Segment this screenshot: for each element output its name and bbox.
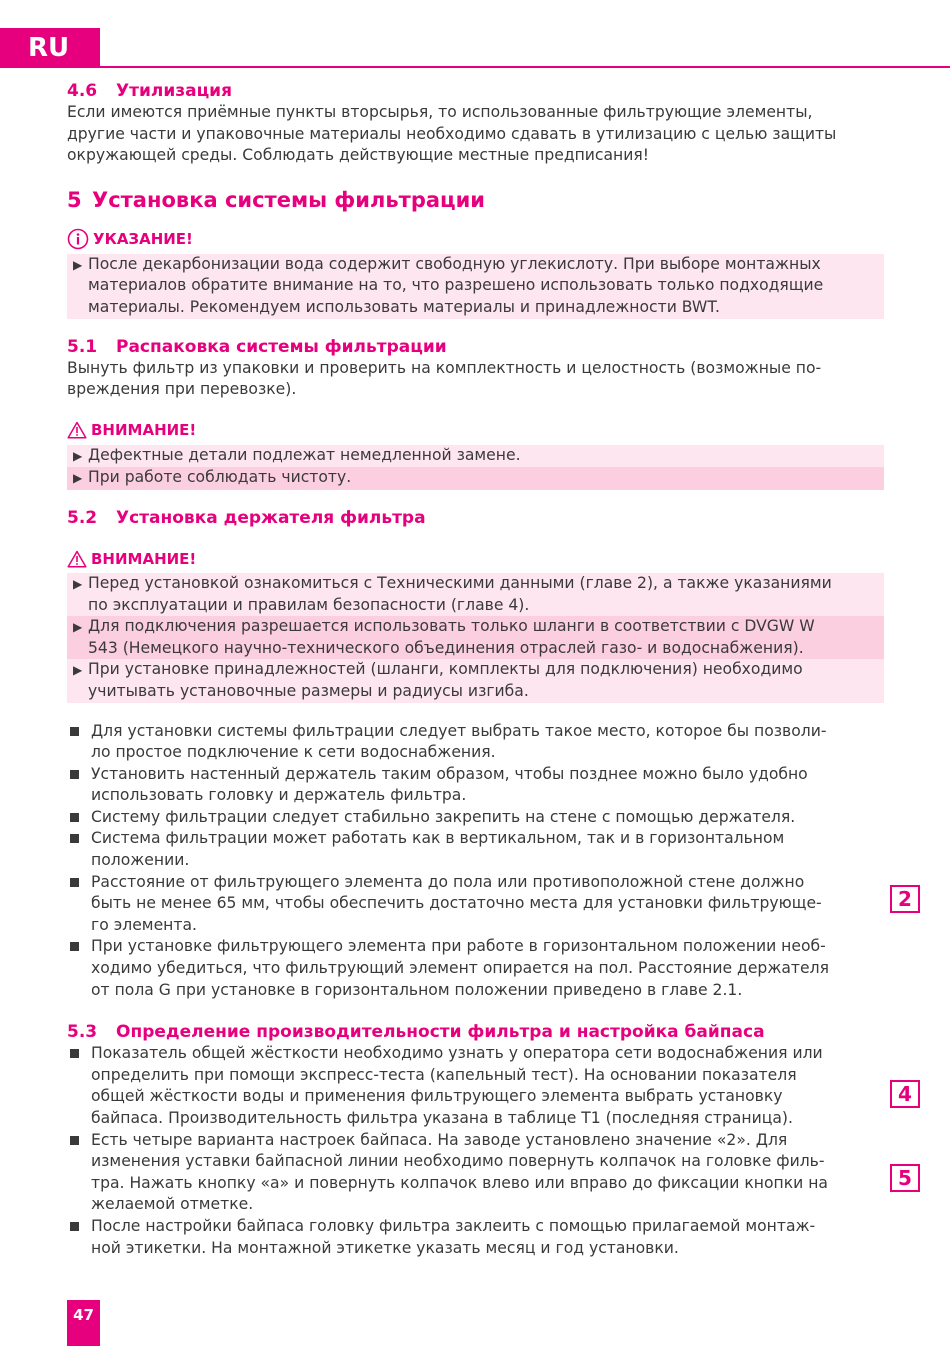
text-line: по эксплуатации и правилам безопасности (главе 4). — [88, 595, 530, 614]
warning-item — [67, 445, 884, 468]
square-bullet-icon — [67, 936, 91, 1001]
section-5-3-bullets — [67, 1043, 884, 1259]
list-text — [91, 764, 808, 807]
text-line: 543 (Немецкого научно-технического объединения отраслей газо- и водоснабжения). — [88, 638, 804, 657]
section-number: 5.3 — [67, 1022, 98, 1043]
warning-icon — [67, 550, 87, 568]
section-5-1-heading — [67, 336, 884, 358]
list-text — [91, 936, 829, 1001]
warning-item — [67, 659, 884, 702]
triangle-bullet-icon — [67, 659, 88, 702]
section-4-6-heading — [67, 80, 884, 102]
language-tab — [0, 28, 100, 68]
text-line: использовать головку и держатель фильтра. — [91, 786, 467, 805]
list-text — [91, 1216, 815, 1259]
text-line: вреждения при перевозке). — [67, 380, 297, 399]
chapter-5-heading — [67, 186, 884, 214]
square-bullet-icon — [67, 764, 91, 807]
list-item — [67, 828, 884, 871]
list-text — [91, 872, 822, 937]
page-number-box — [67, 1300, 100, 1346]
square-bullet-icon — [67, 1043, 91, 1129]
chapter-number: 5 — [67, 187, 82, 212]
text-line: При установке принадлежностей (шланги, комплекты для подключения) необходимо — [88, 660, 803, 679]
list-item — [67, 1216, 884, 1259]
section-number: 4.6 — [67, 81, 98, 101]
square-bullet-icon — [67, 1130, 91, 1216]
text-line: ло простое подключение к сети водоснабжения. — [91, 743, 496, 762]
chapter-title: Установка системы фильтрации — [92, 187, 486, 212]
text-line: материалы. Рекомендуем использовать материалы и принадлежности BWT. — [88, 297, 720, 316]
text-line: Если имеются приёмные пункты вторсырья, то использованные фильтрующие элементы, — [67, 103, 813, 121]
page-content — [67, 80, 884, 1259]
figure-ref-marker: 4 — [890, 1080, 920, 1108]
text-line: от пола G при установке в горизонтальном положении приведено в главе 2.1. — [91, 980, 743, 999]
text-line: Для подключения разрешается использовать только шланги в соответствии с DVGW W — [88, 617, 815, 636]
list-text — [91, 807, 795, 829]
notice-title — [67, 228, 884, 250]
section-title: Утилизация — [116, 81, 233, 101]
text-line: ходимо убедиться, что фильтрующий элемент опирается на пол. Расстояние держателя — [91, 959, 829, 978]
warning-text — [88, 616, 815, 659]
square-bullet-icon — [67, 807, 91, 829]
text-line: байпаса. Производительность фильтра указана в таблице T1 (последняя страница). — [91, 1109, 793, 1127]
list-text — [91, 1043, 823, 1129]
text-line: Есть четыре варианта настроек байпаса. На заводе установлено значение «2». Для — [91, 1130, 788, 1149]
section-title: Распаковка системы фильтрации — [116, 336, 447, 357]
text-line: Установить настенный держатель таким образом, чтобы позднее можно было удобно — [91, 764, 808, 783]
text-line: ной этикетки. На монтажной этикетке указать месяц и год установки. — [91, 1238, 679, 1257]
notice-item — [67, 254, 884, 319]
list-text — [91, 828, 784, 871]
text-line: тра. Нажать кнопку «a» и повернуть колпачок влево или вправо до фиксации кнопки на — [91, 1173, 828, 1192]
list-item — [67, 936, 884, 1001]
section-title: Определение производительности фильтра и настройка байпаса — [116, 1022, 765, 1043]
section-5-1-text — [67, 358, 884, 401]
list-item — [67, 721, 884, 764]
triangle-bullet-icon — [67, 573, 88, 616]
figure-ref-marker: 2 — [890, 885, 920, 913]
warning-title — [67, 420, 884, 440]
figure-ref-marker: 5 — [890, 1164, 920, 1192]
warning-label: ВНИМАНИЕ! — [91, 549, 197, 568]
section-4-6-text — [67, 102, 884, 167]
text-line: Для установки системы фильтрации следует выбрать такое место, которое бы позволи- — [91, 721, 827, 740]
section-5-2-heading — [67, 507, 884, 529]
warning-icon — [67, 421, 87, 439]
text-line: желаемой отметке. — [91, 1195, 254, 1214]
warning-label: ВНИМАНИЕ! — [91, 420, 197, 439]
text-line: Расстояние от фильтрующего элемента до пола или противоположной стене должно — [91, 872, 805, 891]
list-item — [67, 807, 884, 829]
text-line: Перед установкой ознакомиться с Техническими данными (главе 2), а также указаниями — [88, 573, 832, 592]
text-line: изменения уставки байпасной линии необходимо повернуть колпачок на головке филь- — [91, 1152, 825, 1171]
triangle-bullet-icon — [67, 467, 88, 490]
notice-label: УКАЗАНИЕ! — [93, 229, 193, 248]
list-text — [91, 1130, 828, 1216]
list-item — [67, 872, 884, 937]
triangle-bullet-icon — [67, 616, 88, 659]
text-line: го элемента. — [91, 915, 197, 934]
text-line: Вынуть фильтр из упаковки и проверить на комплектность и целостность (возможные по- — [67, 358, 822, 377]
warning-text — [88, 659, 803, 702]
section-5-3-heading — [67, 1021, 884, 1043]
section-5-2-bullets — [67, 721, 884, 1002]
text-line: определить при помощи экспресс-теста (капельный тест). На основании показателя — [91, 1065, 797, 1084]
square-bullet-icon — [67, 828, 91, 871]
text-line: Показатель общей жёсткости необходимо узнать у оператора сети водоснабжения или — [91, 1044, 823, 1063]
warning-text — [88, 573, 832, 616]
text-line: общей жёсткости воды и применения фильтрующего элемента выбрать установку — [91, 1087, 783, 1106]
text-line: При установке фильтрующего элемента при работе в горизонтальном положении необ- — [91, 937, 826, 956]
warning-item — [67, 573, 884, 616]
text-line: Систему фильтрации следует стабильно закрепить на стене с помощью держателя. — [91, 807, 796, 826]
text-line: После декарбонизации вода содержит свободную углекислоту. При выборе монтажных — [88, 254, 821, 273]
square-bullet-icon — [67, 1216, 91, 1259]
warning-item — [67, 467, 884, 490]
list-item — [67, 764, 884, 807]
warning-item — [67, 616, 884, 659]
page-number: 47 — [73, 1306, 94, 1324]
square-bullet-icon — [67, 721, 91, 764]
section-number: 5.1 — [67, 336, 98, 357]
language-code: RU — [28, 33, 70, 63]
warning-text: Дефектные детали подлежат немедленной замене. — [88, 445, 521, 464]
text-line: После настройки байпаса головку фильтра заклеить с помощью прилагаемой монтаж- — [91, 1216, 816, 1235]
info-icon — [67, 228, 89, 250]
text-line: другие части и упаковочные материалы необходимо сдавать в утилизацию с целью защиты — [67, 124, 837, 143]
triangle-bullet-icon — [67, 445, 88, 468]
warning-text: При работе соблюдать чистоту. — [88, 468, 352, 487]
text-line: Система фильтрации может работать как в вертикальном, так и в горизонтальном — [91, 829, 785, 848]
text-line: положении. — [91, 851, 190, 870]
text-line: материалов обратите внимание на то, что разрешено использовать только подходящие — [88, 276, 824, 295]
notice-text — [88, 254, 823, 319]
list-text — [91, 721, 827, 764]
section-number: 5.2 — [67, 507, 98, 528]
section-title: Установка держателя фильтра — [116, 507, 426, 528]
text-line: окружающей среды. Соблюдать действующие местные предписания! — [67, 146, 650, 165]
header-rule — [100, 66, 950, 68]
list-item — [67, 1130, 884, 1216]
triangle-bullet-icon — [67, 254, 88, 319]
text-line: учитывать установочные размеры и радиусы изгиба. — [88, 681, 529, 700]
text-line: быть не менее 65 мм, чтобы обеспечить достаточно места для установки фильтрующе- — [91, 894, 822, 913]
warning-title — [67, 549, 884, 569]
square-bullet-icon — [67, 872, 91, 937]
list-item — [67, 1043, 884, 1129]
